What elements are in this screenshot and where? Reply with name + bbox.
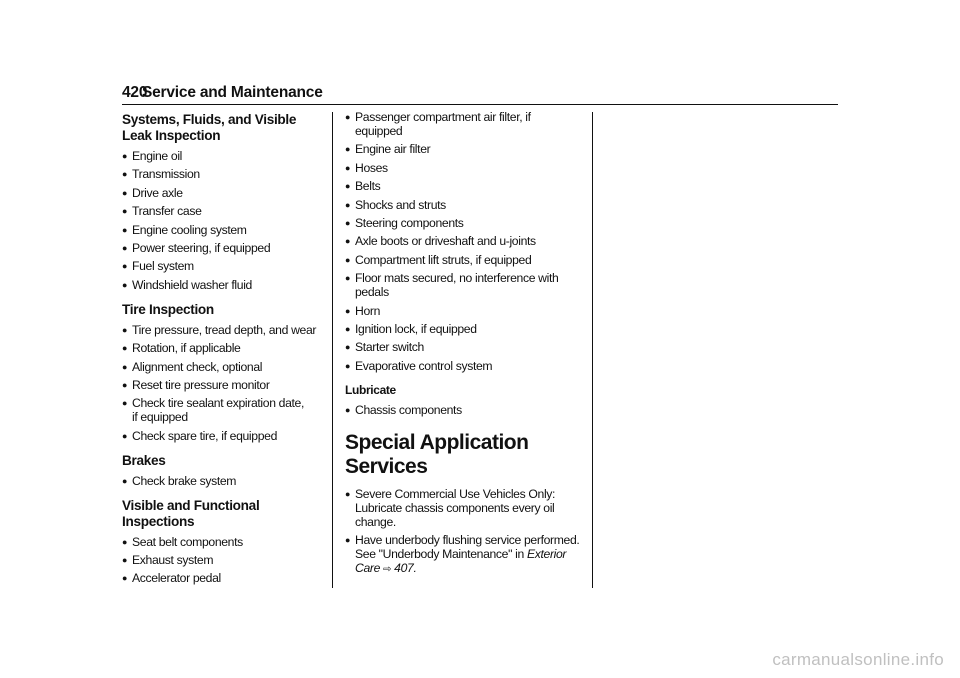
list-item: ● Accelerator pedal	[122, 571, 221, 586]
bullet-icon: ●	[122, 224, 128, 235]
group-heading: Systems, Fluids, and Visible Leak Inspection	[122, 112, 297, 143]
bullet-icon: ●	[122, 555, 128, 566]
list-item: ● Shocks and struts	[345, 197, 446, 212]
list-item: ● Engine air filter	[345, 142, 431, 157]
bullet-icon: ●	[122, 430, 128, 441]
left-column	[122, 112, 322, 595]
bullet-icon: ●	[122, 279, 128, 290]
list-item: ● Starter switch	[345, 340, 424, 355]
list-item: ● Transfer case	[122, 204, 202, 219]
list-item: ● Axle boots or driveshaft and u-joints	[345, 234, 536, 249]
list-item: ● Engine cooling system	[122, 222, 247, 237]
list-item: ● Power steering, if equipped	[122, 240, 271, 255]
bullet-icon: ●	[345, 181, 351, 192]
bullet-icon: ●	[345, 323, 351, 334]
list-item: ● Belts	[345, 179, 381, 194]
bullet-icon: ●	[345, 488, 351, 499]
list-item: ● Compartment lift struts, if equipped	[345, 252, 532, 267]
list-item: ● Chassis components	[345, 402, 462, 417]
bullet-icon: ●	[122, 361, 128, 372]
bullet-icon: ●	[122, 242, 128, 253]
list-item: ● Horn	[345, 303, 381, 318]
list-item: ● Have underbody flushing service performed. See "Underbody Maintenance" in Exterior Care ⇨ 407.	[345, 533, 580, 576]
list-item: ● Engine oil	[122, 149, 183, 163]
bullet-icon: ●	[122, 151, 128, 161]
group-heading: Tire Inspection	[122, 301, 214, 317]
bullet-icon: ●	[122, 206, 128, 217]
list-item: ● Severe Commercial Use Vehicles Only: Lubricate chassis components every oil change.	[345, 486, 556, 529]
bullet-icon: ●	[345, 342, 351, 353]
list-item: ● Tire pressure, tread depth, and wear	[122, 322, 317, 337]
bullet-icon: ●	[345, 236, 351, 247]
list-item: ● Ignition lock, if equipped	[345, 321, 477, 336]
bullet-icon: ●	[345, 360, 351, 371]
list-item: ● Reset tire pressure monitor	[122, 377, 270, 392]
list-item: ● Check brake system	[122, 473, 237, 488]
list-item: ● Evaporative control system	[345, 358, 493, 373]
bullet-icon: ●	[345, 144, 351, 155]
page-reference[interactable]: 407.	[394, 561, 417, 576]
bullet-icon: ●	[122, 536, 128, 547]
page-reference-icon: ⇨	[383, 564, 392, 576]
column-divider	[592, 112, 593, 588]
list-item: ● Floor mats secured, no interference with pedals	[345, 271, 559, 300]
column-divider	[332, 112, 333, 588]
list-item: ● Transmission	[122, 167, 200, 182]
group-heading: Brakes	[122, 452, 166, 468]
page-header	[122, 84, 838, 105]
middle-column	[345, 110, 580, 587]
bullet-icon: ●	[122, 398, 128, 409]
list-item: ● Alignment check, optional	[122, 359, 263, 374]
bullet-icon: ●	[122, 261, 128, 272]
list-item: ● Steering components	[345, 215, 464, 230]
bullet-icon: ●	[122, 169, 128, 180]
brakes-list	[122, 474, 322, 488]
list-item: ● Rotation, if applicable	[122, 341, 241, 356]
lubricate-label: Lubricate	[345, 382, 396, 397]
fluids-list	[122, 149, 322, 292]
bullet-icon: ●	[345, 162, 351, 173]
page-number: 420	[122, 84, 148, 101]
bullet-icon: ●	[122, 187, 128, 198]
lubricate-list	[345, 403, 580, 417]
list-item: ● Hoses	[345, 160, 388, 175]
inspections-list	[122, 535, 322, 586]
bullet-icon: ●	[345, 112, 351, 122]
list-item: ● Fuel system	[122, 259, 194, 274]
section-title: Service and Maintenance	[142, 84, 323, 101]
special-services-heading: Special Application Services	[345, 430, 529, 478]
list-item: ● Check tire sealant expiration date, if equipped	[122, 396, 305, 425]
list-item: ● Seat belt components	[122, 534, 243, 549]
bullet-icon: ●	[345, 404, 351, 415]
bullet-icon: ●	[345, 305, 351, 316]
exterior-care-link[interactable]: Exterior Care	[355, 547, 567, 576]
tire-list	[122, 323, 322, 443]
inspection-list-continued	[345, 110, 580, 373]
bullet-icon: ●	[122, 475, 128, 486]
list-item: ● Exhaust system	[122, 553, 214, 568]
list-item: ● Passenger compartment air filter, if equipped	[345, 110, 531, 138]
list-item: ● Check spare tire, if equipped	[122, 428, 277, 443]
bullet-icon: ●	[345, 217, 351, 228]
bullet-icon: ●	[122, 324, 128, 335]
bullet-icon: ●	[345, 254, 351, 265]
group-heading: Visible and Functional Inspections	[122, 497, 260, 529]
list-item: ● Windshield washer fluid	[122, 277, 252, 292]
bullet-icon: ●	[345, 199, 351, 210]
bullet-icon: ●	[122, 379, 128, 390]
bullet-icon: ●	[345, 273, 351, 284]
bullet-icon: ●	[122, 573, 128, 584]
bullet-icon: ●	[122, 343, 128, 354]
special-services-list	[345, 487, 580, 577]
list-item: ● Drive axle	[122, 185, 183, 200]
bullet-icon: ●	[345, 535, 351, 546]
watermark: carmanualsonline.info	[772, 650, 944, 669]
